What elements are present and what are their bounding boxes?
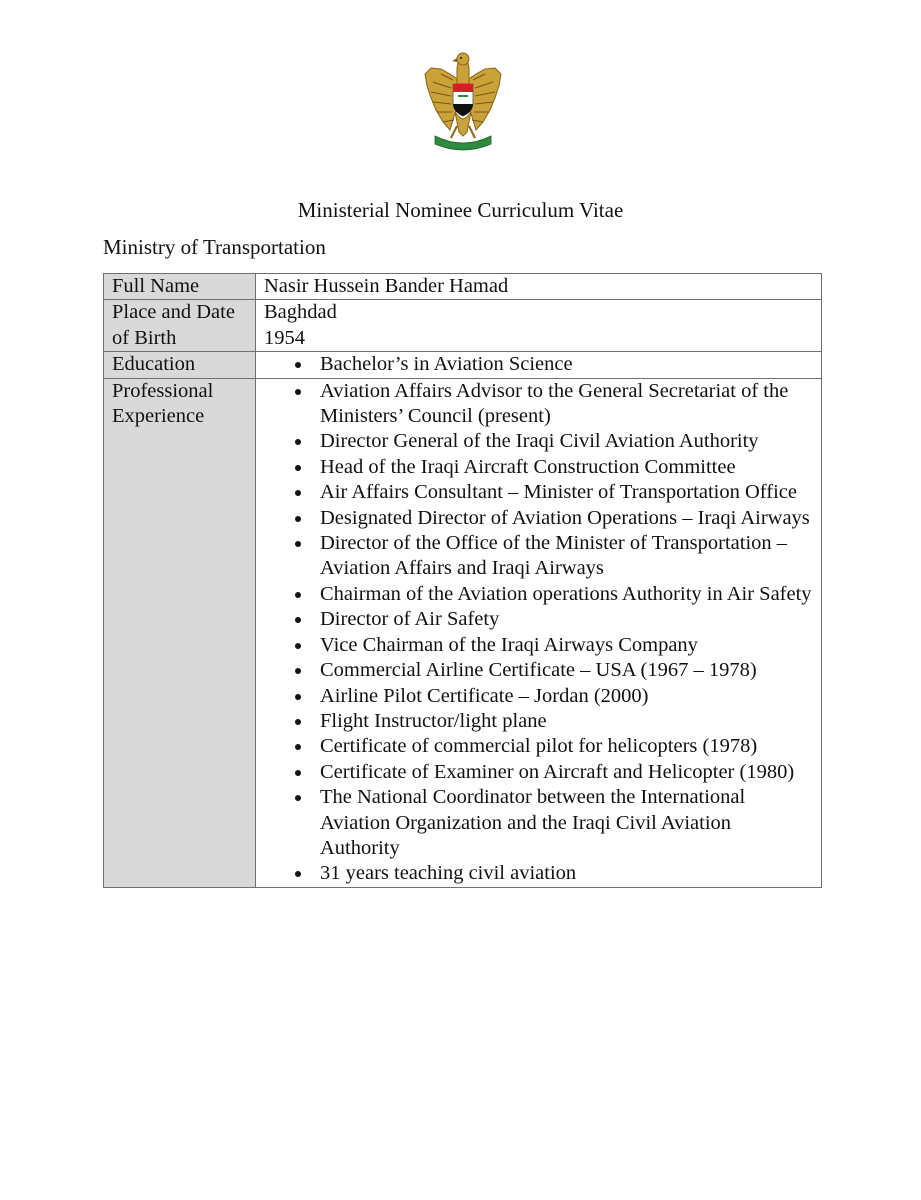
experience-item: Commercial Airline Certificate – USA (1967 – 1978) bbox=[264, 658, 813, 683]
experience-item: Director of Air Safety bbox=[264, 607, 813, 632]
experience-label-line1: Professional bbox=[112, 379, 214, 402]
full-name-value: Nasir Hussein Bander Hamad bbox=[256, 274, 822, 300]
experience-item: Aviation Affairs Advisor to the General Secretariat of the Ministers’ Council (present) bbox=[264, 379, 813, 430]
education-item: Bachelor’s in Aviation Science bbox=[264, 352, 813, 377]
experience-item: 31 years teaching civil aviation bbox=[264, 861, 813, 886]
document-title: Ministerial Nominee Curriculum Vitae bbox=[297, 198, 624, 222]
experience-label bbox=[104, 378, 256, 887]
experience-item: Vice Chairman of the Iraqi Airways Company bbox=[264, 633, 813, 658]
experience-row bbox=[104, 378, 822, 887]
experience-item: Airline Pilot Certificate – Jordan (2000) bbox=[264, 684, 813, 709]
experience-item: Designated Director of Aviation Operations – Iraqi Airways bbox=[264, 506, 813, 531]
iraqi-eagle-emblem-icon bbox=[423, 50, 503, 155]
experience-list bbox=[264, 379, 813, 887]
birth-label-line1: Place and Date bbox=[112, 301, 235, 324]
cv-table bbox=[103, 273, 822, 888]
experience-item: The National Coordinator between the International Aviation Organization and the Iraqi Civil Aviation Authority bbox=[264, 785, 813, 861]
full-name-label: Full Name bbox=[104, 274, 256, 300]
experience-item: Chairman of the Aviation operations Authority in Air Safety bbox=[264, 582, 813, 607]
experience-item: Certificate of Examiner on Aircraft and Helicopter (1980) bbox=[264, 760, 813, 785]
experience-item: Certificate of commercial pilot for helicopters (1978) bbox=[264, 734, 813, 759]
ministry-name: Ministry of Transportation bbox=[103, 235, 326, 259]
education-row bbox=[104, 352, 822, 378]
birth-value bbox=[256, 300, 822, 352]
birth-label-line2: of Birth bbox=[112, 326, 177, 349]
full-name-row bbox=[104, 274, 822, 300]
birth-year: 1954 bbox=[264, 326, 305, 349]
birth-row bbox=[104, 300, 822, 352]
education-list bbox=[264, 352, 813, 377]
experience-value bbox=[256, 378, 822, 887]
experience-item: Director General of the Iraqi Civil Aviation Authority bbox=[264, 429, 813, 454]
experience-item: Air Affairs Consultant – Minister of Transportation Office bbox=[264, 480, 813, 505]
experience-item: Director of the Office of the Minister of Transportation – Aviation Affairs and Iraqi Airways bbox=[264, 531, 813, 582]
experience-label-line2: Experience bbox=[112, 405, 205, 428]
experience-item: Head of the Iraqi Aircraft Construction Committee bbox=[264, 455, 813, 480]
education-value bbox=[256, 352, 822, 378]
birth-place: Baghdad bbox=[264, 301, 337, 324]
education-label: Education bbox=[104, 352, 256, 378]
birth-label bbox=[104, 300, 256, 352]
experience-item: Flight Instructor/light plane bbox=[264, 709, 813, 734]
